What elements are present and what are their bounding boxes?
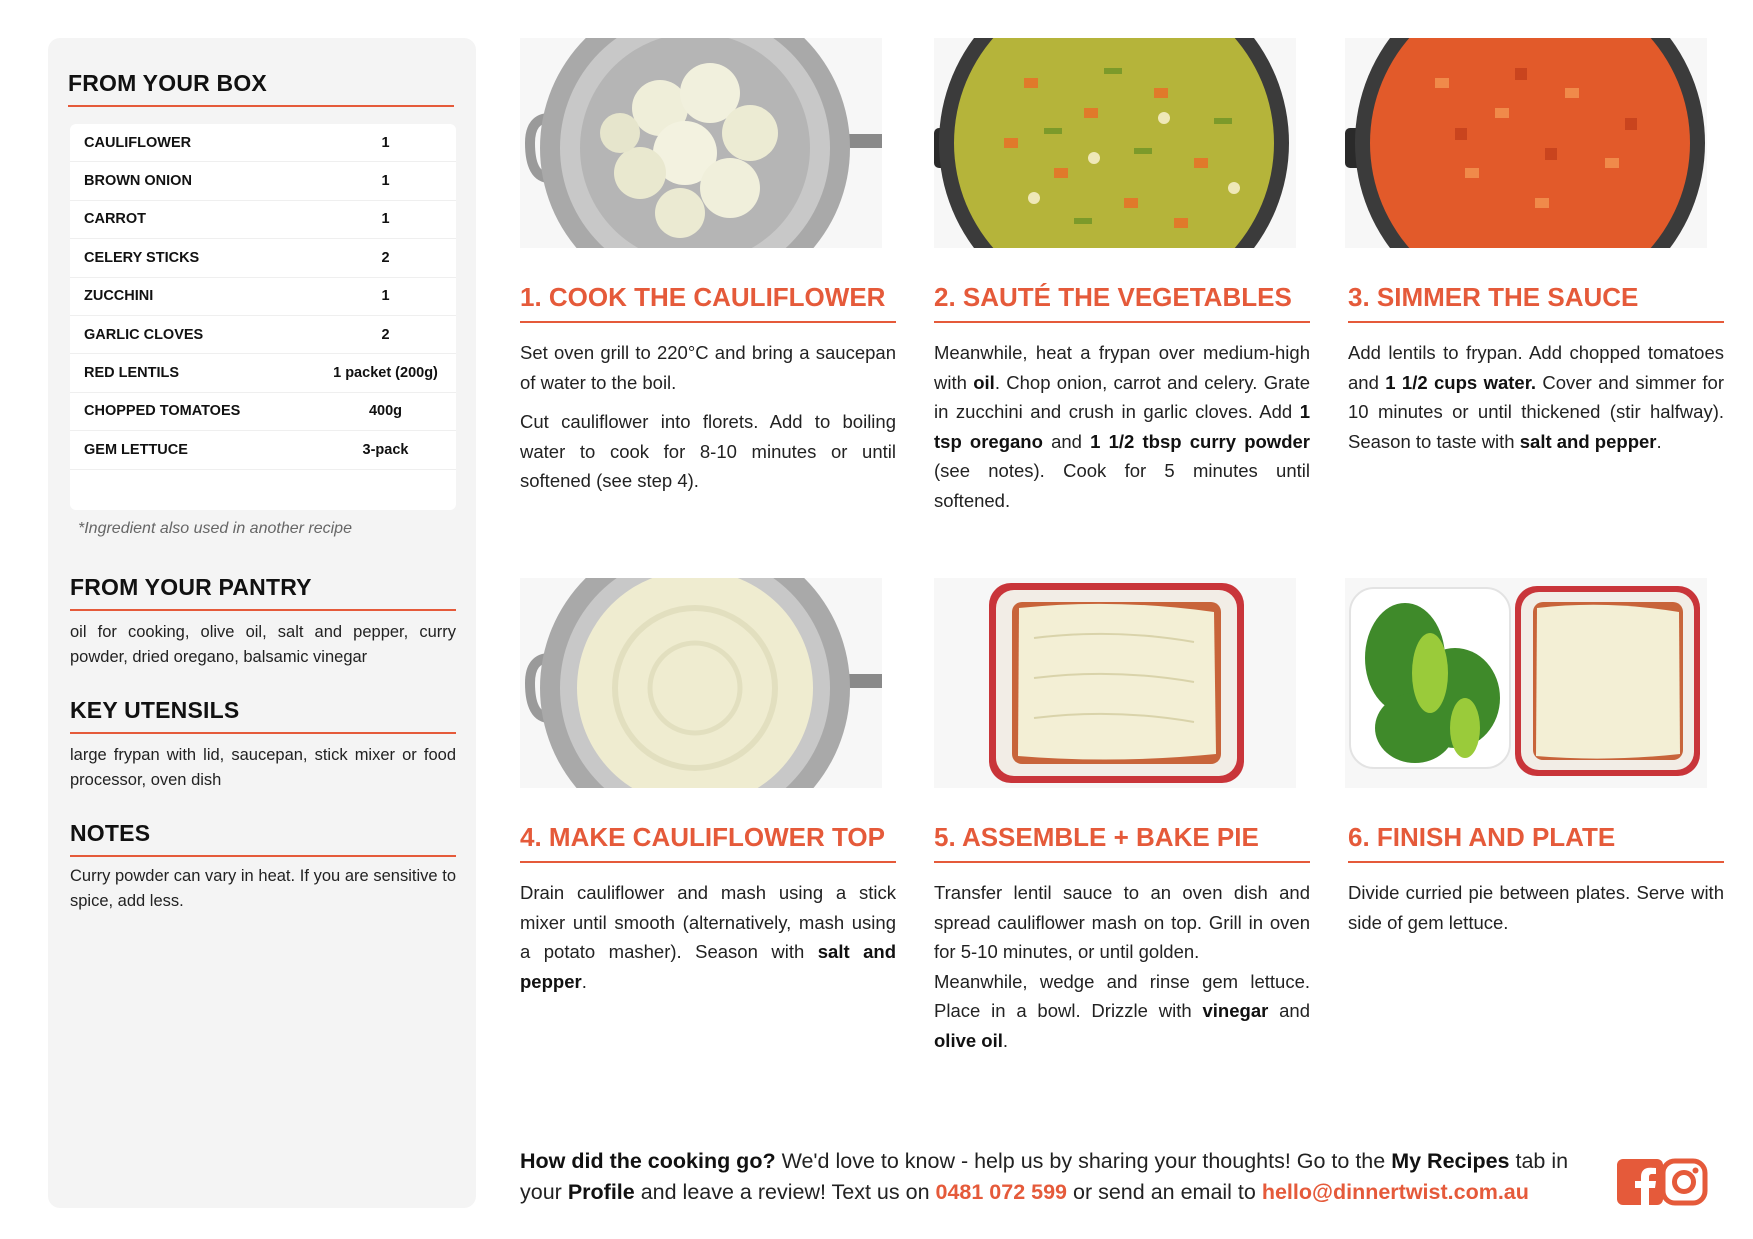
text: Cover and simmer for 10 minutes or until thickened (stir halfway). Season to taste with xyxy=(1348,371,1724,452)
bold-text: Profile xyxy=(567,1180,635,1204)
text: tab in your xyxy=(520,1149,1569,1204)
step-2-text xyxy=(934,338,1310,525)
step-6-text xyxy=(1348,878,1724,947)
step-6-photo xyxy=(1345,578,1707,788)
step-5-para-2 xyxy=(934,967,1310,1056)
text: and leave a review! Text us on xyxy=(634,1180,936,1204)
text: and xyxy=(1268,1000,1310,1021)
ingredient-footnote: *Ingredient also used in another recipe xyxy=(78,520,352,537)
step-1-title: 1. COOK THE CAULIFLOWER xyxy=(520,282,896,323)
ingredient-qty: 1 xyxy=(381,134,390,151)
bold-text: oil xyxy=(973,371,995,393)
ingredient-qty: 2 xyxy=(381,249,390,266)
ingredient-qty: 1 xyxy=(381,173,390,190)
ingredient-qty: 1 xyxy=(381,288,390,305)
notes-heading: NOTES xyxy=(70,820,456,857)
bold-text: vinegar xyxy=(1202,1000,1269,1021)
instagram-icon[interactable] xyxy=(1660,1158,1708,1206)
step-4-title: 4. MAKE CAULIFLOWER TOP xyxy=(520,822,896,863)
text: . xyxy=(1002,1029,1009,1051)
bold-text: My Recipes xyxy=(1391,1149,1510,1173)
text: (see notes). Cook for 5 minutes until softened. xyxy=(934,460,1310,511)
ingredient-row xyxy=(70,201,456,239)
ingredient-row xyxy=(70,393,456,431)
ingredient-name: RED LENTILS xyxy=(84,365,180,382)
ingredient-name: CHOPPED TOMATOES xyxy=(84,403,241,420)
text: and xyxy=(1042,430,1091,452)
step-3-photo xyxy=(1345,38,1707,248)
bold-text: 1 1/2 cups water. xyxy=(1385,371,1537,393)
step-5-text xyxy=(934,878,1310,1065)
bold-text: olive oil xyxy=(934,1029,1003,1051)
text: We'd love to know - help us by sharing your thoughts! Go to the xyxy=(775,1149,1392,1173)
ingredient-name: BROWN ONION xyxy=(84,173,192,190)
step-5-photo xyxy=(934,578,1296,788)
notes-text: Curry powder can vary in heat. If you are sensitive to spice, add less. xyxy=(70,867,456,910)
text: . Chop onion, carrot and celery. Grate in zucchini and crush in garlic cloves. Add xyxy=(934,371,1310,422)
text: Drain cauliflower and mash using a stick mixer until smooth (alternatively, mash using a potato masher). Season with xyxy=(520,882,896,962)
bold-text: salt and pepper xyxy=(1519,430,1657,452)
ingredient-qty: 1 packet (200g) xyxy=(333,365,438,382)
step-4-photo xyxy=(520,578,882,788)
bold-text: 1 tsp oregano xyxy=(934,401,1310,452)
ingredient-row xyxy=(70,278,456,316)
ingredient-qty: 3-pack xyxy=(362,441,409,458)
ingredient-row xyxy=(70,162,456,200)
ingredients-table xyxy=(70,124,456,510)
step-1-photo xyxy=(520,38,882,248)
step-5-para-1: Transfer lentil sauce to an oven dish and spread cauliflower mash on top. Grill in oven for 5-10 minutes, or until golden. xyxy=(934,882,1310,962)
ingredient-name: CELERY STICKS xyxy=(84,249,200,266)
text: or send an email to xyxy=(1067,1180,1262,1204)
step-6-title: 6. FINISH AND PLATE xyxy=(1348,822,1724,863)
bold-text: How did the cooking go? xyxy=(520,1149,776,1173)
step-1-text xyxy=(520,338,896,506)
text: Add lentils to frypan. Add chopped tomatoes and xyxy=(1348,342,1724,393)
step-2-title: 2. SAUTÉ THE VEGETABLES xyxy=(934,282,1310,323)
ingredient-row xyxy=(70,316,456,354)
step-6-para: Divide curried pie between plates. Serve with side of gem lettuce. xyxy=(1348,882,1724,933)
from-your-pantry-heading: FROM YOUR PANTRY xyxy=(70,574,456,611)
ingredient-row xyxy=(70,239,456,277)
phone-link[interactable]: 0481 072 599 xyxy=(935,1180,1068,1204)
step-5-title: 5. ASSEMBLE + BAKE PIE xyxy=(934,822,1310,863)
utensils-text: large frypan with lid, saucepan, stick mixer or food processor, oven dish xyxy=(70,746,456,789)
feedback-footer xyxy=(520,1146,1580,1208)
ingredients-panel xyxy=(48,38,476,1208)
facebook-icon[interactable] xyxy=(1616,1158,1664,1206)
ingredient-row xyxy=(70,124,456,162)
step-2-para xyxy=(934,338,1310,515)
from-your-box-heading: FROM YOUR BOX xyxy=(68,70,454,107)
bold-text: 1 1/2 tbsp curry powder xyxy=(1090,430,1310,452)
text: . xyxy=(581,970,587,992)
step-1-para-2: Cut cauliflower into florets. Add to boiling water to cook for 8-10 minutes or until softened (see step 4). xyxy=(520,411,896,491)
email-link[interactable]: hello@dinnertwist.com.au xyxy=(1261,1180,1529,1204)
step-2-photo xyxy=(934,38,1296,248)
step-3-para xyxy=(1348,338,1724,456)
text: Meanwhile, heat a frypan over medium-high with xyxy=(934,342,1310,393)
text: . xyxy=(1656,430,1662,452)
ingredient-name: CAULIFLOWER xyxy=(84,134,192,151)
ingredient-qty: 2 xyxy=(381,326,390,343)
ingredient-name: CARROT xyxy=(84,211,147,228)
step-4-text xyxy=(520,878,896,1006)
step-3-text xyxy=(1348,338,1724,466)
bold-text: salt and pepper xyxy=(520,941,896,992)
text: Meanwhile, wedge and rinse gem lettuce. Place in a bowl. Drizzle with xyxy=(934,970,1310,1021)
ingredient-qty: 1 xyxy=(381,211,390,228)
pantry-text: oil for cooking, olive oil, salt and pepper, curry powder, dried oregano, balsamic vinegar xyxy=(70,623,456,666)
step-4-para xyxy=(520,878,896,996)
step-3-title: 3. SIMMER THE SAUCE xyxy=(1348,282,1724,323)
ingredient-qty: 400g xyxy=(368,403,403,420)
key-utensils-heading: KEY UTENSILS xyxy=(70,697,456,734)
step-1-para-1: Set oven grill to 220°C and bring a saucepan of water to the boil. xyxy=(520,342,896,393)
ingredient-name: GEM LETTUCE xyxy=(84,441,188,458)
ingredient-row xyxy=(70,431,456,469)
ingredient-name: GARLIC CLOVES xyxy=(84,326,204,343)
ingredient-name: ZUCCHINI xyxy=(84,288,154,305)
ingredient-row xyxy=(70,354,456,392)
